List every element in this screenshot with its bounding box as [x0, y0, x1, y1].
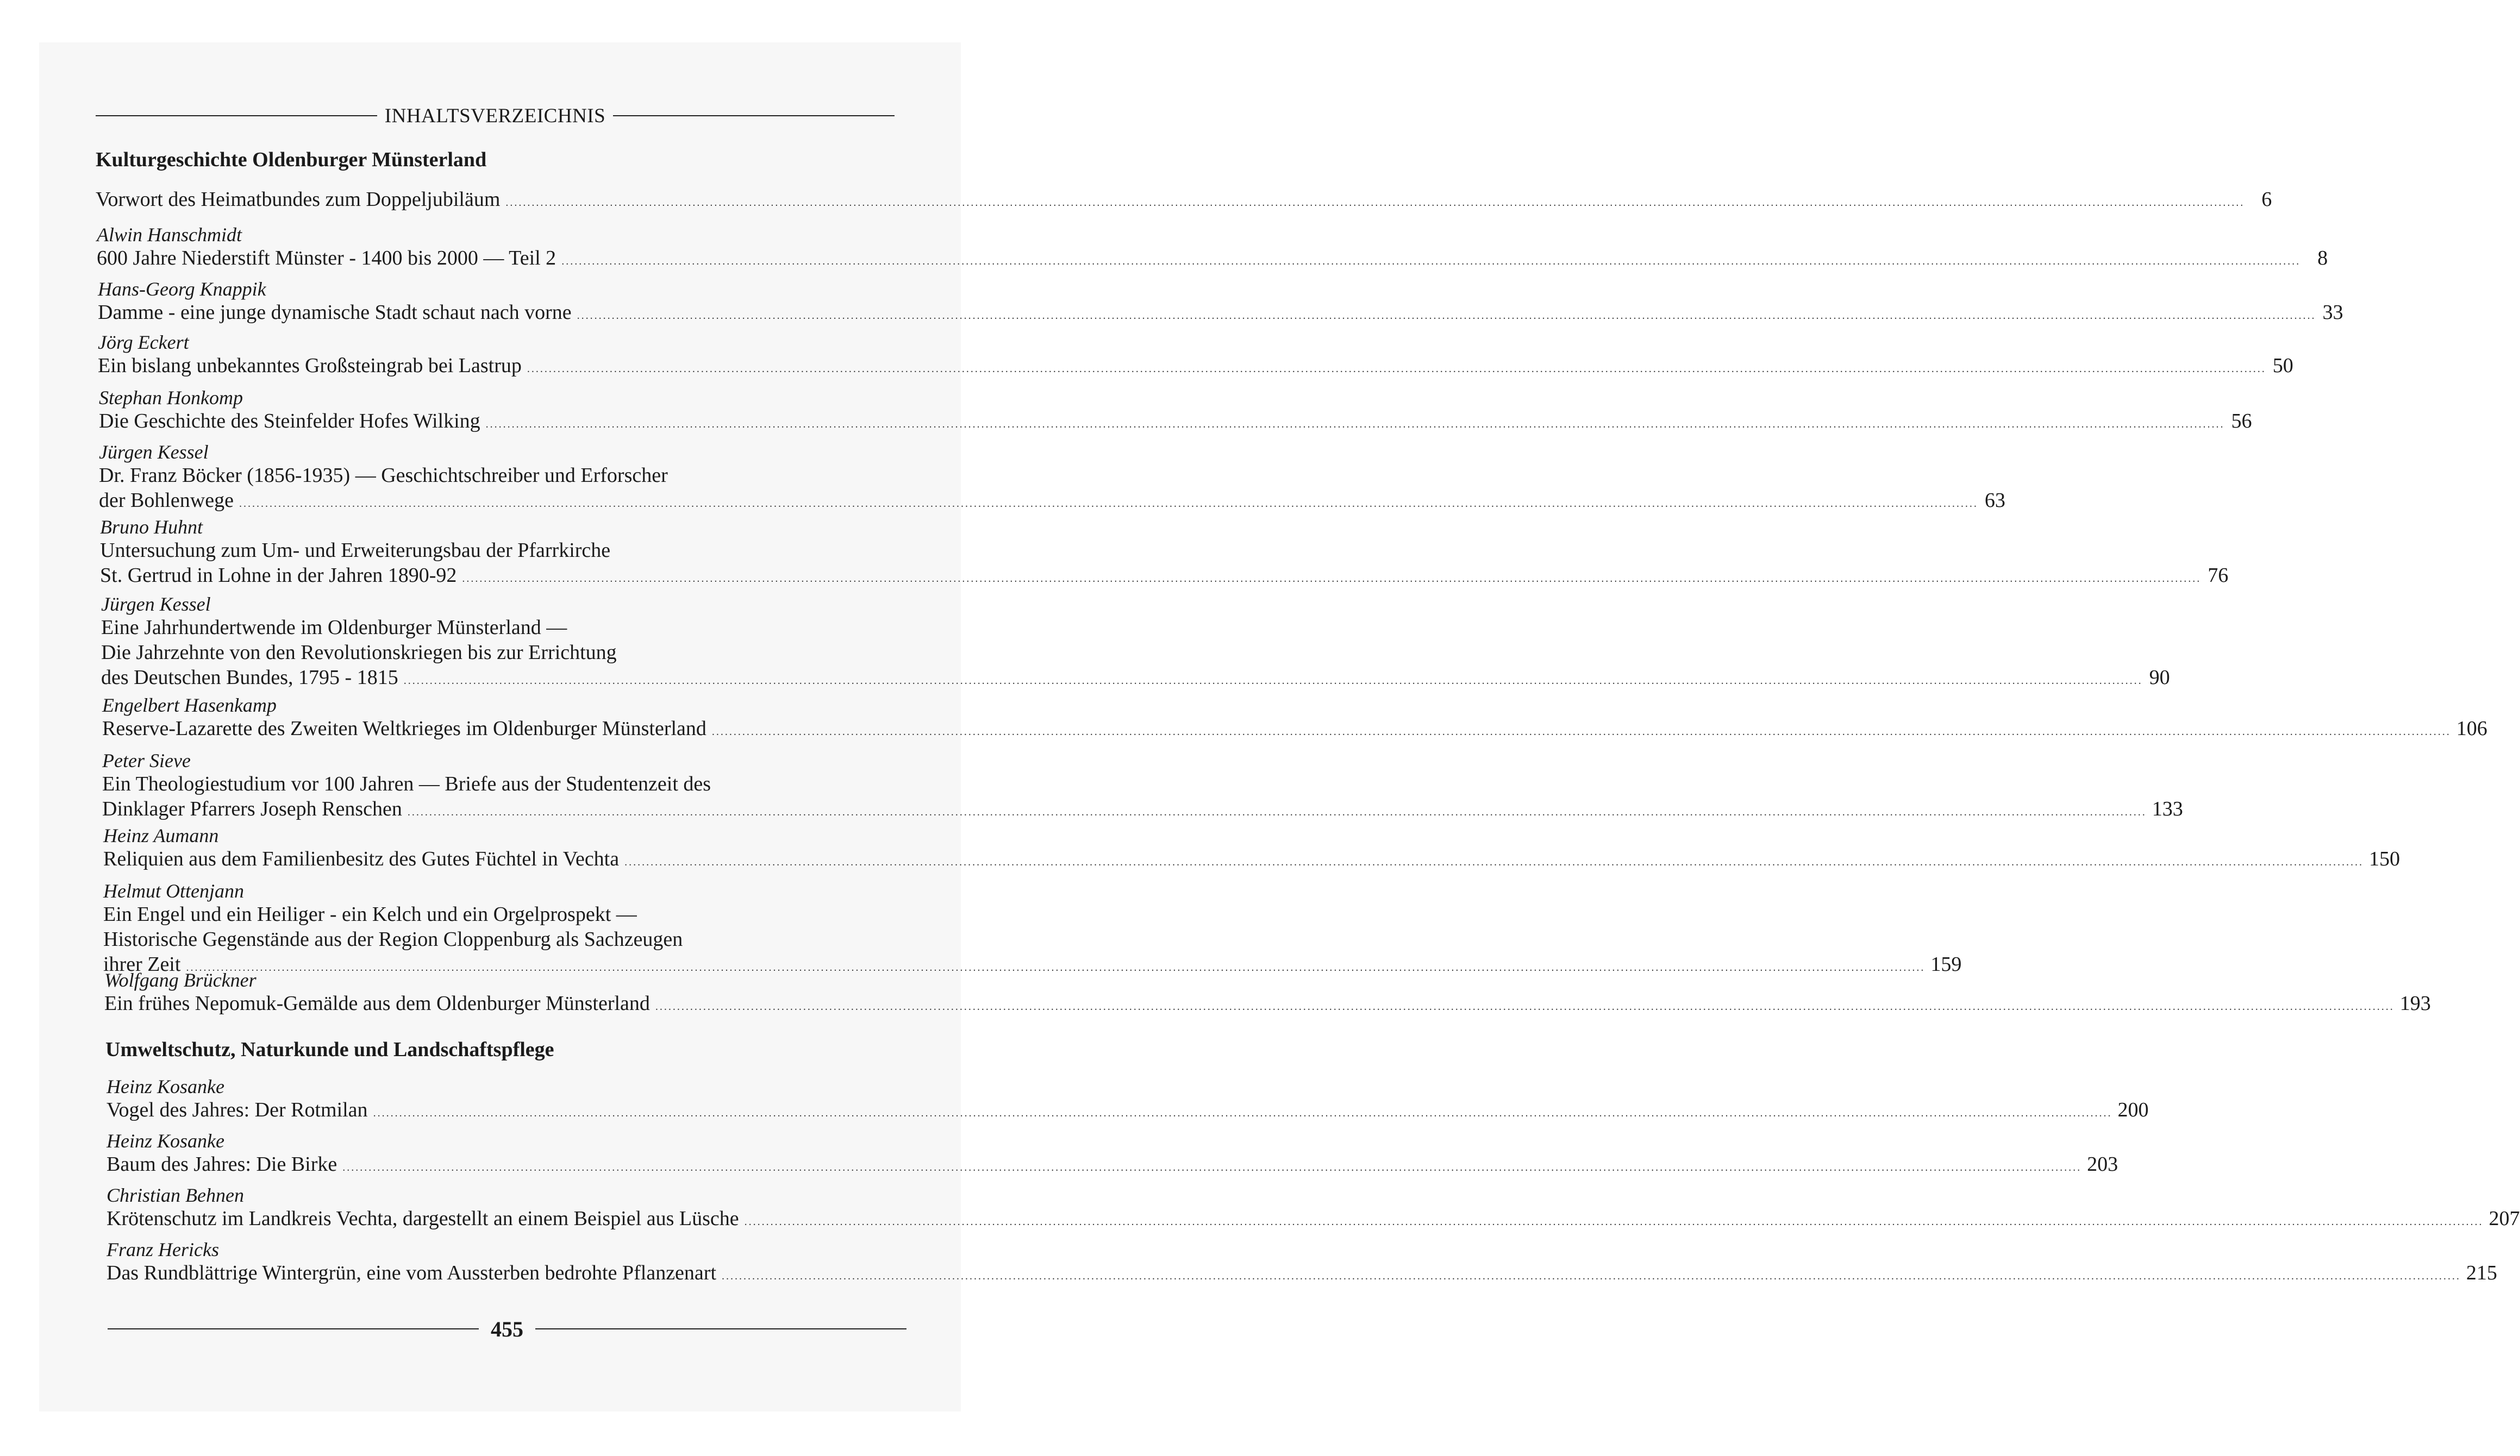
leader-dots: ................................................................................................................................................................................................................................................................................................................................................................................................................: [722, 1270, 2461, 1282]
section-title: Umweltschutz, Naturkunde und Landschaftspflege: [105, 1038, 554, 1061]
entry-line: [101, 615, 897, 640]
entry-line: [99, 488, 2005, 513]
entry-author: Heinz Kosanke: [107, 1076, 224, 1097]
entry-author: Franz Hericks: [107, 1239, 219, 1260]
toc-entry[interactable]: [102, 694, 2487, 741]
entry-title: Die Geschichte des Steinfelder Hofes Wilking: [99, 410, 480, 432]
entry-page-number: 133: [2152, 798, 2183, 820]
toc-entry[interactable]: [107, 1184, 2520, 1231]
entry-page-number: 193: [2399, 992, 2431, 1015]
section-title: Kulturgeschichte Oldenburger Münsterland: [96, 148, 487, 171]
entry-line: [102, 771, 897, 796]
entry-page-number: 200: [2117, 1099, 2149, 1121]
leader-dots: ................................................................................................................................................................................................................................................................................................................................................................................................................: [624, 856, 2364, 868]
leader-dots: ................................................................................................................................................................................................................................................................................................................................................................................................................: [577, 310, 2316, 322]
page-number: 455: [491, 1316, 523, 1341]
toc-entry[interactable]: [100, 516, 2229, 588]
entry-title: der Bohlenwege: [99, 489, 234, 512]
toc-entry[interactable]: [101, 593, 2170, 690]
toc-entry[interactable]: [98, 278, 2343, 325]
leader-dots: ................................................................................................................................................................................................................................................................................................................................................................................................................: [239, 498, 1978, 510]
entry-title: Dinklager Pfarrers Joseph Renschen: [102, 798, 402, 820]
entry-title: Ein frühes Nepomuk-Gemälde aus dem Oldenburger Münsterland: [104, 992, 650, 1015]
entry-author: Helmut Ottenjann: [103, 880, 244, 902]
leader-dots: ................................................................................................................................................................................................................................................................................................................................................................................................................: [505, 197, 2245, 209]
entry-author: Heinz Aumann: [103, 825, 219, 846]
entry-author: Bruno Huhnt: [100, 516, 203, 538]
entry-author: Hans-Georg Knappik: [98, 278, 266, 300]
entry-title: Krötenschutz im Landkreis Vechta, dargestellt an einem Beispiel aus Lüsche: [107, 1207, 739, 1230]
entry-page-number: 50: [2272, 354, 2293, 377]
toc-entry[interactable]: [103, 880, 1962, 977]
toc-entry[interactable]: [107, 1076, 2149, 1122]
leader-dots: ................................................................................................................................................................................................................................................................................................................................................................................................................: [373, 1107, 2112, 1119]
entry-title: Ein Engel und ein Heiliger - ein Kelch und ein Orgelprospekt —: [103, 903, 637, 926]
entry-title: Ein Theologiestudium vor 100 Jahren — Briefe aus der Studentenzeit des: [102, 773, 711, 795]
entry-title: Dr. Franz Böcker (1856-1935) — Geschichtschreiber und Erforscher: [99, 464, 668, 487]
entry-line: [99, 463, 897, 488]
leader-dots: ................................................................................................................................................................................................................................................................................................................................................................................................................: [462, 573, 2202, 585]
entry-line: [97, 246, 2328, 271]
entry-title: Baum des Jahres: Die Birke: [107, 1153, 337, 1176]
entry-page-number: 159: [1930, 953, 1962, 976]
toc-entry[interactable]: [107, 1130, 2118, 1177]
entry-author: Engelbert Hasenkamp: [102, 694, 277, 716]
entry-line: [107, 1260, 2498, 1285]
entry-page-number: 207: [2488, 1207, 2520, 1230]
entry-author: Jürgen Kessel: [99, 441, 209, 463]
entry-title: Reserve-Lazarette des Zweiten Weltkrieges im Oldenburger Münsterland: [102, 717, 706, 740]
entry-author: Peter Sieve: [102, 750, 191, 771]
entry-page-number: 150: [2369, 848, 2400, 870]
running-head: [96, 102, 895, 129]
leader-dots: ................................................................................................................................................................................................................................................................................................................................................................................................................: [342, 1162, 2082, 1173]
leader-dots: ................................................................................................................................................................................................................................................................................................................................................................................................................: [655, 1001, 2394, 1013]
entry-page-number: 76: [2208, 564, 2229, 587]
header-rule-right: [613, 115, 895, 116]
entry-line: [102, 716, 2487, 741]
footer-rule-left: [108, 1328, 479, 1329]
entry-author: Jörg Eckert: [98, 331, 189, 353]
entry-line: [101, 665, 2170, 690]
entry-title: Das Rundblättrige Wintergrün, eine vom Aussterben bedrohte Pflanzenart: [107, 1262, 717, 1284]
leader-dots: ................................................................................................................................................................................................................................................................................................................................................................................................................: [186, 962, 1925, 974]
entry-author: Alwin Hanschmidt: [97, 224, 242, 246]
entry-line: [107, 1206, 2520, 1231]
entry-line: [103, 902, 897, 927]
entry-page-number: 63: [1984, 489, 2005, 512]
entry-title: Eine Jahrhundertwende im Oldenburger Münsterland —: [101, 616, 567, 639]
toc-entry[interactable]: [99, 441, 2005, 513]
entry-title: Reliquien aus dem Familienbesitz des Gutes Füchtel in Vechta: [103, 848, 620, 870]
entry-line: [107, 1152, 2118, 1177]
header-rule-left: [96, 115, 377, 116]
entry-title: Damme - eine junge dynamische Stadt schaut nach vorne: [98, 301, 572, 324]
toc-entry[interactable]: [102, 750, 2183, 821]
entry-title: Die Jahrzehnte von den Revolutionskriegen bis zur Errichtung: [101, 641, 617, 664]
entry-title: des Deutschen Bundes, 1795 - 1815: [101, 666, 398, 689]
entry-page-number: 203: [2087, 1153, 2118, 1176]
entry-page-number: 106: [2456, 717, 2487, 740]
toc-entry[interactable]: [96, 187, 2272, 212]
entry-author: Christian Behnen: [107, 1184, 244, 1206]
toc-entry[interactable]: [104, 969, 2431, 1016]
leader-dots: ................................................................................................................................................................................................................................................................................................................................................................................................................: [485, 418, 2225, 430]
entry-line: [98, 300, 2343, 325]
entry-title: Vogel des Jahres: Der Rotmilan: [107, 1099, 368, 1121]
entry-author: Heinz Kosanke: [107, 1130, 224, 1152]
entry-title: 600 Jahre Niederstift Münster - 1400 bis 2000 — Teil 2: [97, 247, 556, 269]
entry-line: [99, 409, 2252, 434]
entry-title: ihrer Zeit: [103, 953, 181, 976]
entry-line: [100, 563, 2229, 588]
entry-title: Untersuchung zum Um- und Erweiterungsbau der Pfarrkirche: [100, 539, 611, 562]
entry-line: [98, 353, 2293, 378]
entry-title: Vorwort des Heimatbundes zum Doppeljubiläum: [96, 188, 501, 211]
toc-entry[interactable]: [107, 1239, 2498, 1285]
entry-line: [103, 846, 2400, 871]
entry-page-number: 33: [2322, 301, 2343, 324]
toc-entry[interactable]: [103, 825, 2400, 871]
running-head-title: INHALTSVERZEICHNIS: [384, 104, 606, 127]
entry-line: [102, 796, 2183, 821]
leader-dots: ................................................................................................................................................................................................................................................................................................................................................................................................................: [527, 363, 2266, 375]
footer-rule-right: [535, 1328, 906, 1329]
leader-dots: ................................................................................................................................................................................................................................................................................................................................................................................................................: [407, 806, 2147, 818]
entry-author: Wolfgang Brückner: [104, 969, 257, 991]
entry-line: [104, 991, 2431, 1016]
entry-page-number: 56: [2231, 410, 2252, 432]
entry-title: Historische Gegenstände aus der Region Cloppenburg als Sachzeugen: [103, 928, 683, 951]
toc-entry[interactable]: [97, 224, 2328, 271]
entry-line: [103, 927, 897, 952]
entry-title: St. Gertrud in Lohne in der Jahren 1890-92: [100, 564, 457, 587]
entry-line: [100, 538, 897, 563]
toc-entry[interactable]: [98, 331, 2293, 378]
entry-page-number: 6: [2261, 188, 2272, 211]
entry-page-number: 215: [2466, 1262, 2498, 1284]
leader-dots: ................................................................................................................................................................................................................................................................................................................................................................................................................: [711, 726, 2451, 738]
entry-page-number: 90: [2149, 666, 2170, 689]
entry-author: Jürgen Kessel: [101, 593, 211, 615]
entry-title: Ein bislang unbekanntes Großsteingrab bei Lastrup: [98, 354, 522, 377]
toc-entry[interactable]: [99, 387, 2252, 434]
entry-author: Stephan Honkomp: [99, 387, 243, 409]
entry-line: [107, 1097, 2149, 1122]
entry-page-number: 8: [2317, 247, 2328, 269]
leader-dots: ................................................................................................................................................................................................................................................................................................................................................................................................................: [403, 675, 2143, 687]
entry-line: [96, 187, 2272, 212]
entry-line: [101, 640, 897, 665]
leader-dots: ................................................................................................................................................................................................................................................................................................................................................................................................................: [561, 255, 2301, 267]
page-footer: [108, 1314, 906, 1344]
leader-dots: ................................................................................................................................................................................................................................................................................................................................................................................................................: [744, 1216, 2484, 1228]
